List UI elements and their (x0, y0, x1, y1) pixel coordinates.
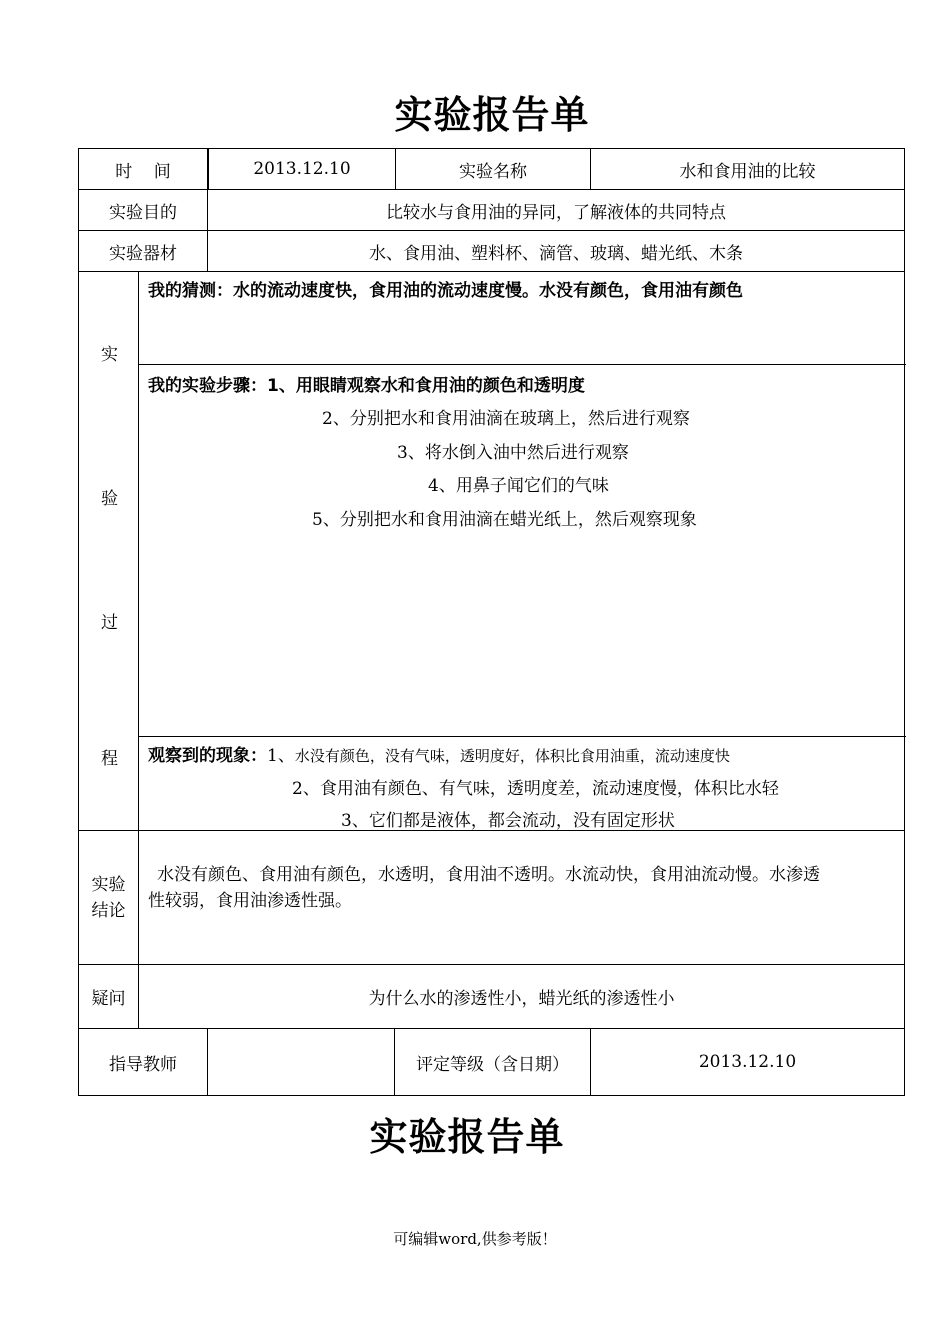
conclusion-line: 性较弱，食用油渗透性强。 (148, 891, 352, 911)
conclusion-label (78, 830, 139, 965)
question-value: 为什么水的渗透性小，蜡光纸的渗透性小 (138, 964, 905, 1029)
process-label-char: 程 (101, 749, 118, 769)
conclusion-label-line: 结论 (91, 900, 126, 921)
step-item: 4、用鼻子闻它们的气味 (428, 476, 609, 496)
time-label: 时 间 (78, 148, 208, 190)
page-title-repeat: 实验报告单 (369, 1115, 565, 1159)
process-label-char: 验 (101, 489, 118, 509)
page-title: 实验报告单 (394, 93, 590, 137)
conclusion-content (138, 830, 905, 965)
conclusion-line: 水没有颜色、食用油有颜色，水透明，食用油不透明。水流动快，食用油流动慢。水渗透 (157, 865, 820, 885)
steps-heading: 我的实验步骤： (148, 376, 267, 396)
grade-label: 评定等级（含日期） (394, 1028, 591, 1096)
equipment-label: 实验器材 (78, 230, 208, 272)
experiment-name-label: 实验名称 (395, 148, 591, 190)
report-table (78, 148, 905, 1096)
observation-item: 3、它们都是液体，都会流动，没有固定形状 (341, 811, 675, 831)
purpose-label: 实验目的 (78, 189, 208, 231)
step-item: 1、用眼睛观察水和食用油的颜色和透明度 (267, 376, 585, 396)
observe-heading: 观察到的现象： (148, 746, 267, 766)
teacher-label: 指导教师 (78, 1028, 208, 1096)
equipment-value: 水、食用油、塑料杯、滴管、玻璃、蜡光纸、木条 (207, 230, 905, 272)
divider (139, 364, 906, 365)
divider (139, 736, 906, 737)
footer-note: 可编辑word,供参考版！ (393, 1230, 557, 1248)
observe-number: 1、 (267, 746, 295, 766)
process-label (78, 271, 139, 831)
process-content (138, 271, 905, 831)
observation-item: 2、食用油有颜色、有气味，透明度差，流动速度慢，体积比水轻 (292, 779, 779, 799)
time-value: 2013.12.10 (208, 148, 396, 190)
step-item: 5、分别把水和食用油滴在蜡光纸上，然后观察现象 (312, 510, 697, 530)
step-item: 2、分别把水和食用油滴在玻璃上，然后进行观察 (322, 409, 690, 429)
process-label-char: 实 (101, 345, 118, 365)
observation-item: 水没有颜色，没有气味，透明度好，体积比食用油重，流动速度快 (294, 747, 730, 765)
steps-line-1 (148, 371, 585, 396)
conclusion-label-line: 实验 (91, 874, 126, 895)
question-label: 疑问 (78, 964, 139, 1029)
observe-line-1 (148, 741, 730, 766)
teacher-value (207, 1028, 395, 1096)
step-item: 3、将水倒入油中然后进行观察 (397, 443, 629, 463)
guess-text: 我的猜测：水的流动速度快，食用油的流动速度慢。水没有颜色，食用油有颜色 (148, 281, 743, 301)
purpose-value: 比较水与食用油的异同，了解液体的共同特点 (207, 189, 905, 231)
process-label-char: 过 (101, 613, 118, 633)
experiment-name-value: 水和食用油的比较 (590, 148, 905, 190)
grade-value: 2013.12.10 (590, 1028, 905, 1096)
